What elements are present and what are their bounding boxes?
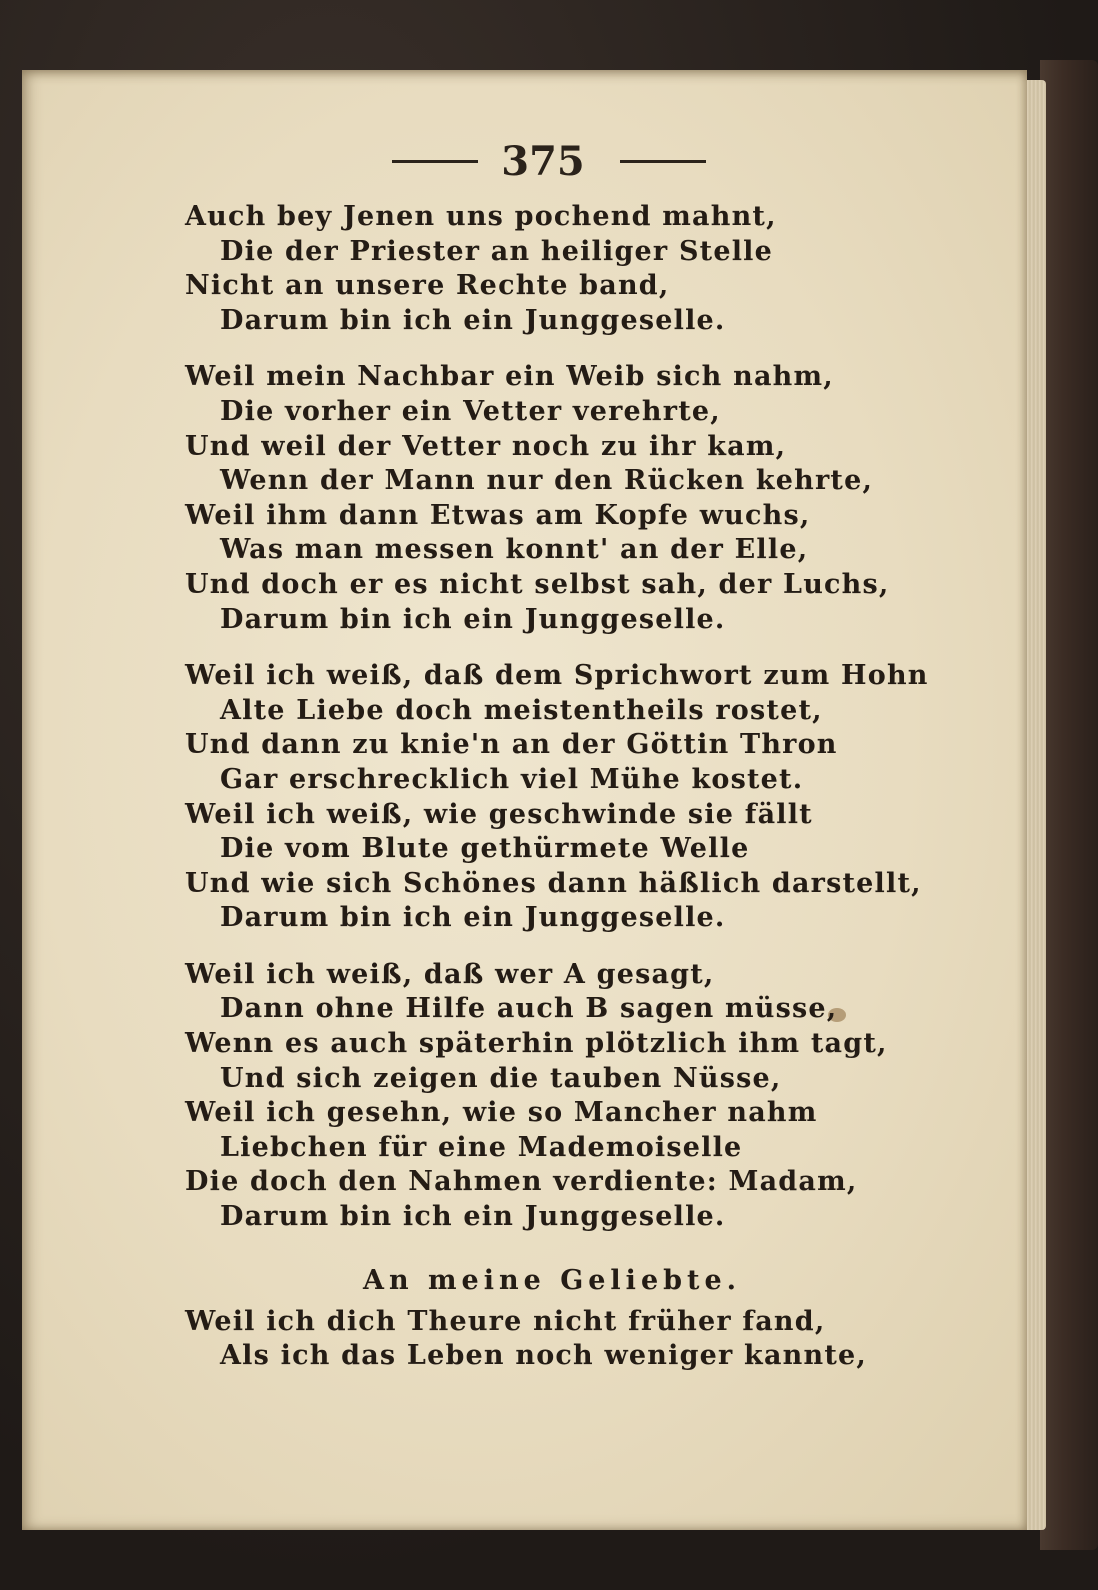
- verse-line: Nicht an unsere Rechte band,: [185, 270, 670, 302]
- page-number: 375: [501, 138, 585, 185]
- verse-line: Darum bin ich ein Junggeselle.: [220, 603, 726, 635]
- header-rule-right: [620, 160, 706, 163]
- verse-line: Und dann zu knie'n an der Göttin Thron: [185, 729, 838, 761]
- verse-line: Liebchen für eine Mademoiselle: [220, 1131, 743, 1163]
- verse-line: Auch bey Jenen uns pochend mahnt,: [185, 201, 777, 232]
- stanza-4: [185, 958, 925, 1235]
- verse-line: Darum bin ich ein Junggeselle.: [220, 902, 726, 934]
- verse-line: Weil ich dich Theure nicht früher fand,: [185, 1305, 826, 1337]
- verse-line: Und doch er es nicht selbst sah, der Luchs,: [185, 568, 890, 600]
- verse-line: Gar erschrecklich viel Mühe kostet.: [220, 763, 804, 795]
- verse-line: Die der Priester an heiliger Stelle: [220, 235, 773, 267]
- verse-line: Die doch den Nahmen verdiente: Madam,: [185, 1166, 858, 1198]
- verse-line: Die vom Blute gethürmete Welle: [220, 833, 750, 865]
- poem-title: An meine Geliebte.: [363, 1264, 742, 1296]
- verse-line: Was man messen konnt' an der Elle,: [220, 534, 809, 566]
- poem-text: [185, 200, 929, 1374]
- verse-line: Wenn der Mann nur den Rücken kehrte,: [220, 465, 874, 497]
- verse-line: Weil ich weiß, daß dem Sprichwort zum Hohn: [185, 660, 929, 692]
- verse-line: Weil ihm dann Etwas am Kopfe wuchs,: [185, 499, 811, 531]
- verse-line: Darum bin ich ein Junggeselle.: [220, 1201, 726, 1233]
- verse-line: Weil ich weiß, daß wer A gesagt,: [185, 958, 715, 990]
- book-cover-edge: [1040, 60, 1098, 1550]
- page-header: [0, 138, 1098, 185]
- stanza-2: [185, 360, 925, 637]
- poem-opening: [185, 1305, 925, 1374]
- verse-line: Als ich das Leben noch weniger kannte,: [220, 1340, 867, 1372]
- verse-line: Und sich zeigen die tauben Nüsse,: [220, 1062, 782, 1094]
- verse-line: Weil mein Nachbar ein Weib sich nahm,: [185, 361, 834, 393]
- verse-line: Wenn es auch späterhin plötzlich ihm tagt,: [185, 1028, 888, 1060]
- verse-line: Und wie sich Schönes dann häßlich darstellt,: [185, 867, 922, 899]
- stanza-1: [185, 200, 925, 338]
- verse-line: Und weil der Vetter noch zu ihr kam,: [185, 430, 787, 462]
- verse-line: Darum bin ich ein Junggeselle.: [220, 304, 726, 336]
- verse-line: Weil ich weiß, wie geschwinde sie fällt: [185, 798, 813, 830]
- verse-line: Dann ohne Hilfe auch B sagen müsse,: [220, 993, 838, 1025]
- verse-line: Weil ich gesehn, wie so Mancher nahm: [185, 1097, 818, 1129]
- verse-line: Alte Liebe doch meistentheils rostet,: [220, 694, 823, 726]
- header-rule-left: [392, 160, 478, 163]
- verse-line: Die vorher ein Vetter verehrte,: [220, 395, 721, 427]
- stanza-3: [185, 659, 929, 936]
